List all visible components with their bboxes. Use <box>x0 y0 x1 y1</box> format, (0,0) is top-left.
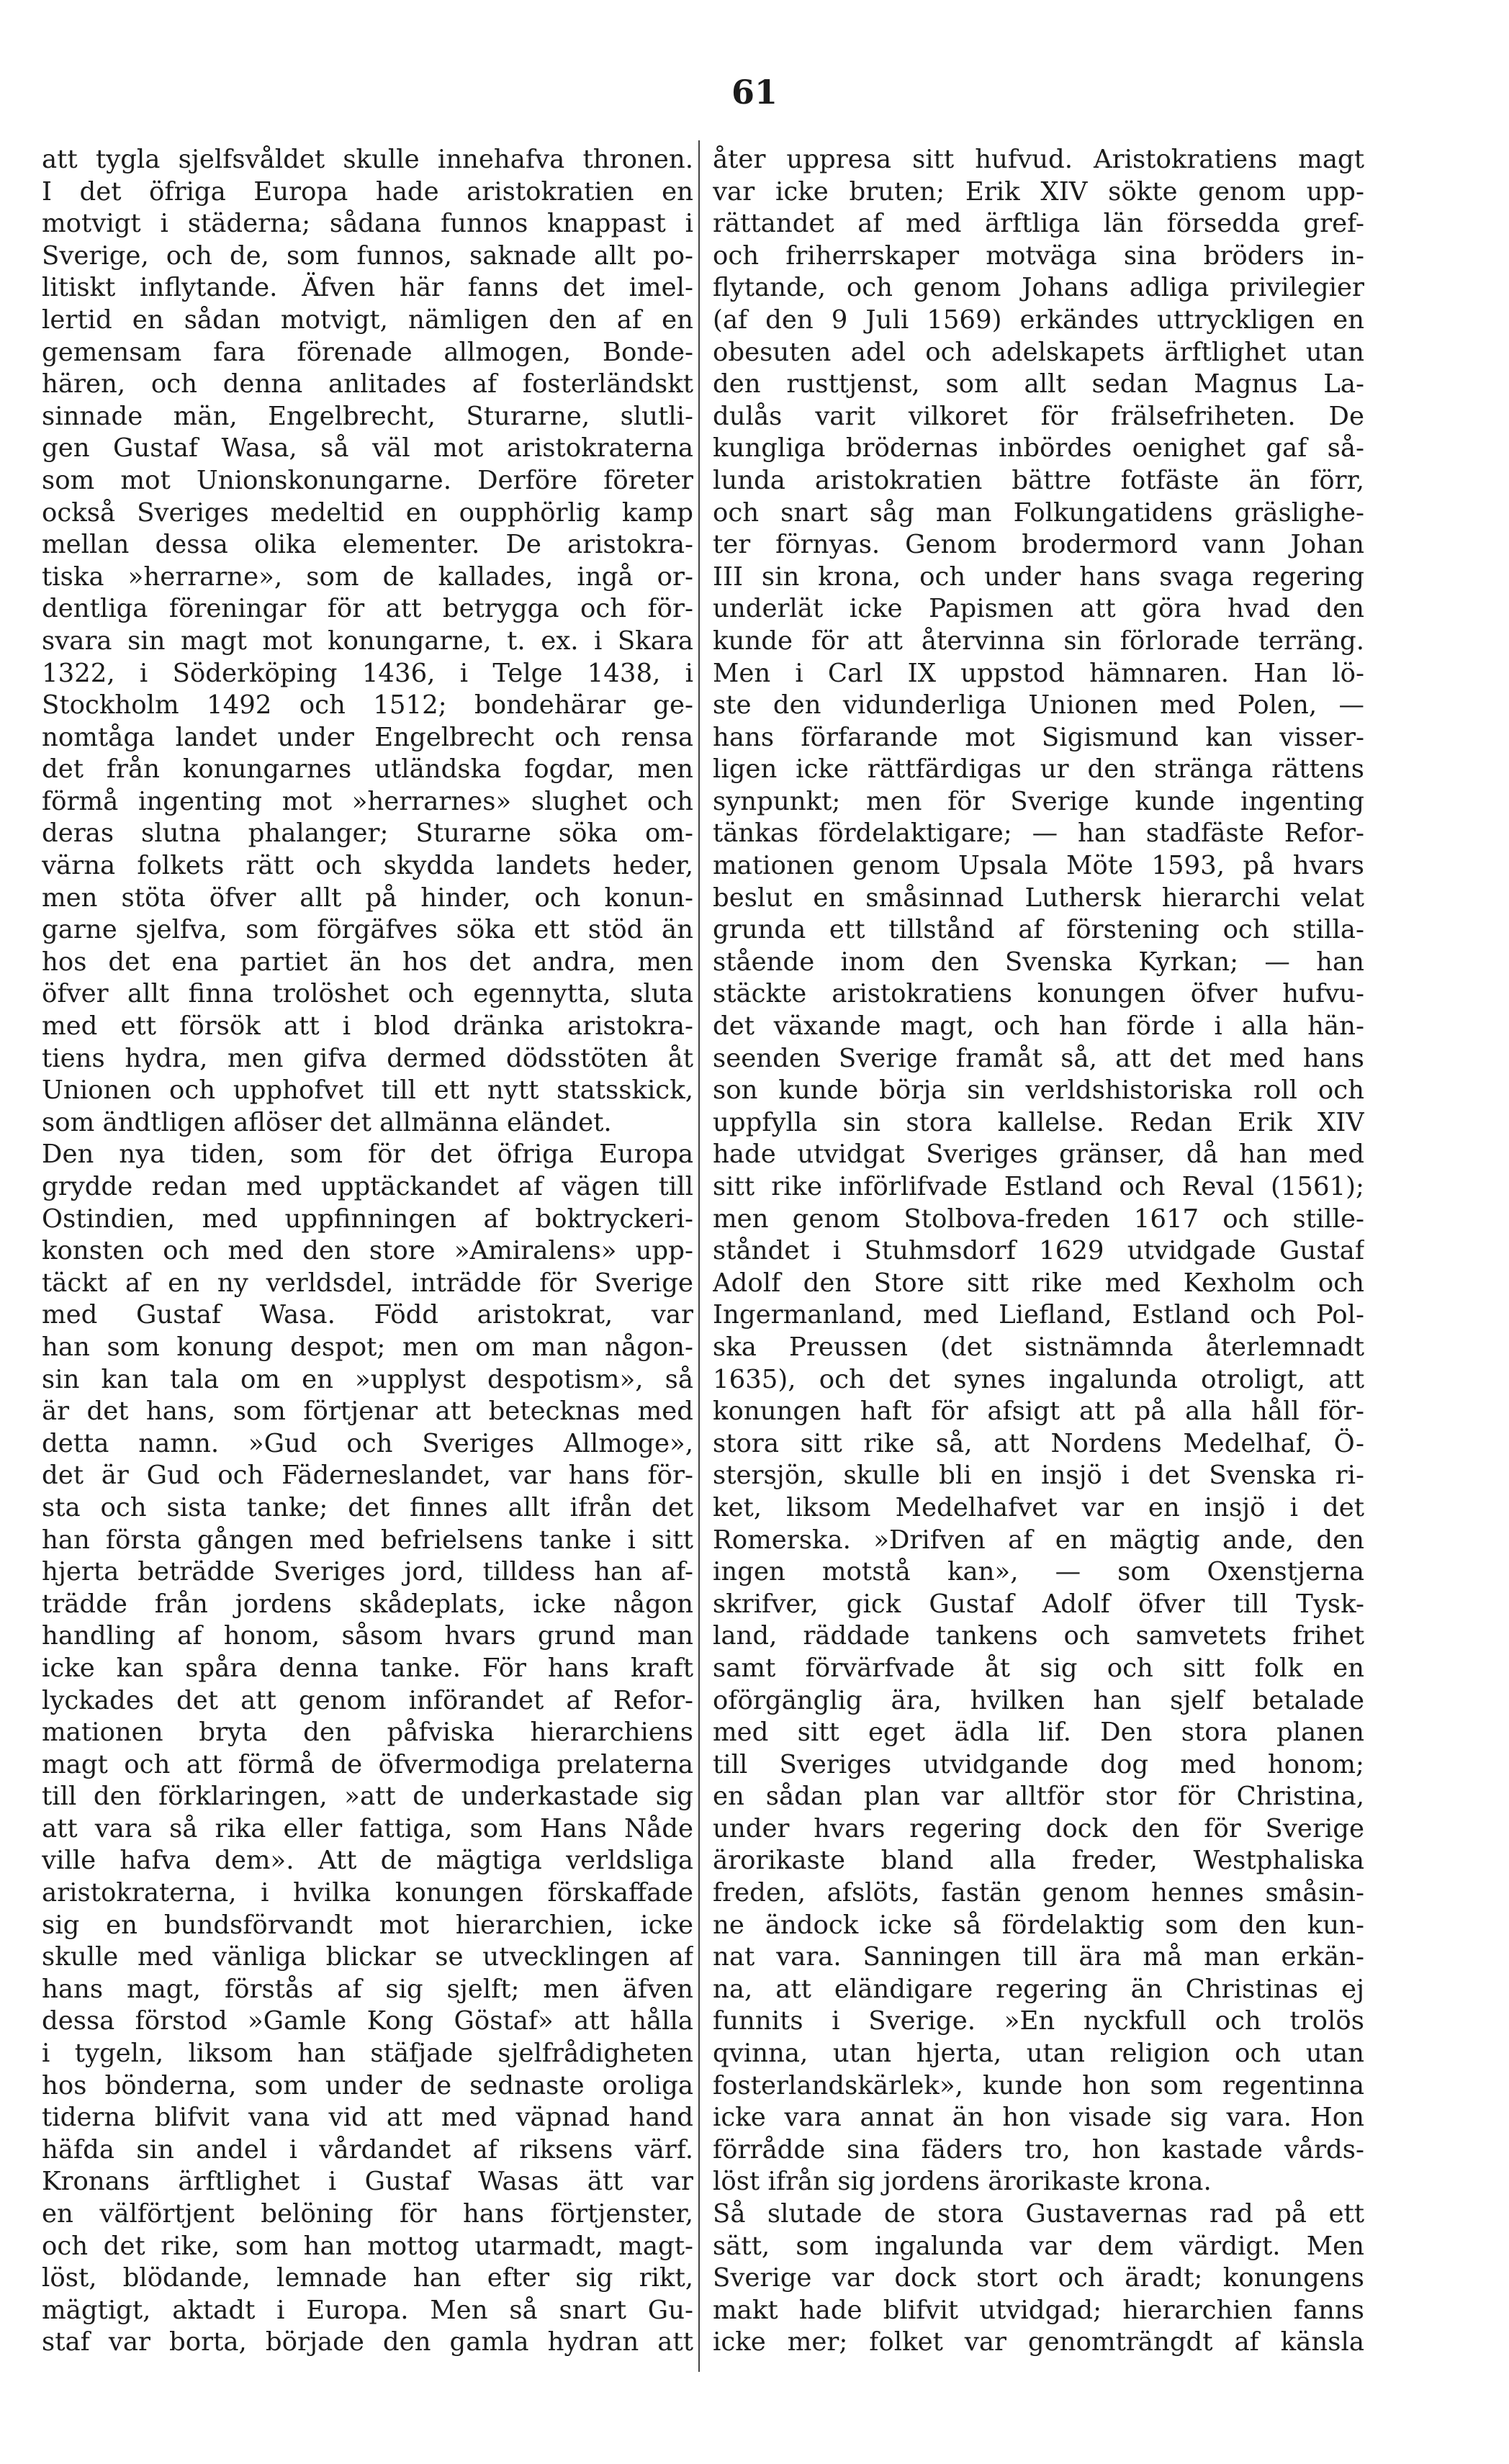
text-line: som ändtligen aflöser det allmänna eländet. <box>42 1107 612 1137</box>
text-line: 1635), och det synes ingalunda otroligt, att <box>713 1364 1364 1394</box>
text-line: åter uppresa sitt hufvud. Aristokratiens magt <box>713 145 1364 174</box>
text-line: kungliga brödernas inbördes oenighet gaf så- <box>713 433 1364 464</box>
text-line: en välförtjent belöning för hans förtjenster, <box>42 2199 693 2229</box>
text-line: ärorikaste bland alla freder, Westphaliska <box>713 1846 1364 1876</box>
text-line: tiska »herrarne», som de kallades, ingå or- <box>42 561 693 592</box>
text-line: ter förnyas. Genom brodermord vann Johan <box>713 530 1364 560</box>
text-line: skulle med vänliga blickar se utvecklingen af <box>42 1942 693 1972</box>
text-line: och friherrskaper motväga sina bröders in- <box>713 240 1364 271</box>
text-line: fosterlandskärlek», kunde hon som regentinna <box>713 2070 1364 2100</box>
text-line: ne ändock icke så fördelaktig som den kun- <box>713 1910 1364 1940</box>
text-line: också Sveriges medeltid en oupphörlig kamp <box>42 497 693 528</box>
text-line: grunda ett tillstånd af förstening och stilla- <box>713 915 1364 945</box>
text-line: underlät icke Papismen att göra hvad den <box>713 594 1364 624</box>
text-line: rättandet af med ärftliga län försedda gref- <box>713 209 1364 239</box>
text-line: (af den 9 Juli 1569) erkändes uttryckligen en <box>713 304 1364 335</box>
text-line: ville hafva dem». Att de mägtiga verldsliga <box>42 1846 693 1876</box>
text-line: konsten och med den store »Amiralens» upp- <box>42 1236 693 1266</box>
text-line: magt och att förmå de öfvermodiga prelaterna <box>42 1749 693 1779</box>
text-line: lyckades det att genom införandet af Refor- <box>42 1685 693 1715</box>
text-line: handling af honom, såsom hvars grund man <box>42 1621 693 1651</box>
text-line: obesuten adel och adelskapets ärftlighet utan <box>713 337 1364 367</box>
left-column <box>42 144 693 2359</box>
text-line: flytande, och genom Johans adliga privilegier <box>713 273 1364 303</box>
text-line: ska Preussen (det sistnämnda återlemnadt <box>713 1332 1364 1362</box>
text-line: stäckte aristokratiens konungen öfver hufvu- <box>713 979 1364 1009</box>
text-line: att vara så rika eller fattiga, som Hans Nåde <box>42 1813 693 1844</box>
text-line: förmå ingenting mot »herrarnes» slughet och <box>42 786 693 816</box>
text-line: stora sitt rike så, att Nordens Medelhaf, Ö- <box>713 1428 1364 1458</box>
page-number: 61 <box>731 73 778 112</box>
text-line: detta namn. »Gud och Sveriges Allmoge», <box>42 1428 693 1458</box>
text-line: nat vara. Sanningen till ära må man erkän- <box>713 1942 1364 1972</box>
text-line: seenden Sverige framåt så, att det med hans <box>713 1043 1364 1073</box>
text-line: dulås varit vilkoret för frälsefriheten. De <box>713 401 1364 431</box>
text-line: var icke bruten; Erik XIV sökte genom upp- <box>713 176 1364 207</box>
text-line: trädde från jordens skådeplats, icke någon <box>42 1589 693 1619</box>
text-line: hos det ena partiet än hos det andra, men <box>42 947 693 977</box>
text-line: Adolf den Store sitt rike med Kexholm och <box>713 1268 1364 1298</box>
text-line: Så slutade de stora Gustavernas rad på ett <box>713 2199 1364 2229</box>
text-line: tänkas fördelaktigare; — han stadfäste Refor- <box>713 818 1364 849</box>
text-line: hos bönderna, som under de sednaste oroliga <box>42 2070 693 2100</box>
text-line: ligen icke rättfärdigas ur den stränga rättens <box>713 754 1364 785</box>
text-line: Ostindien, med uppfinningen af boktryckeri- <box>42 1204 693 1234</box>
text-line: hans magt, förstås af sig sjelft; men äfven <box>42 1974 693 2004</box>
text-line: hjerta beträdde Sveriges jord, tilldess han af- <box>42 1557 693 1587</box>
text-line: den rusttjenst, som allt sedan Magnus La- <box>713 369 1364 400</box>
text-line: det från konungarnes utländska fogdar, men <box>42 754 693 785</box>
text-line: Unionen och upphofvet till ett nytt statsskick, <box>42 1075 693 1106</box>
text-line: under hvars regering dock den för Sverige <box>713 1813 1364 1844</box>
text-line: att tygla sjelfsvåldet skulle innehafva thronen. <box>42 145 693 174</box>
text-line: värna folkets rätt och skydda landets heder, <box>42 851 693 881</box>
text-line: synpunkt; men för Sverige kunde ingenting <box>713 786 1364 816</box>
text-line: häfda sin andel i vårdandet af riksens värf. <box>42 2134 693 2165</box>
text-line: gen Gustaf Wasa, så väl mot aristokraterna <box>42 433 693 464</box>
text-line: son kunde börja sin verldshistoriska roll och <box>713 1075 1364 1106</box>
text-line: med Gustaf Wasa. Född aristokrat, var <box>42 1300 693 1330</box>
text-line: beslut en småsinnad Luthersk hierarchi velat <box>713 883 1364 913</box>
text-line: sätt, som ingalunda var dem värdigt. Men <box>713 2231 1364 2261</box>
text-line: Kronans ärftlighet i Gustaf Wasas ätt var <box>42 2167 693 2197</box>
text-line: och det rike, som han mottog utarmadt, magt- <box>42 2231 693 2261</box>
text-line: kunde för att återvinna sin förlorade terräng. <box>713 626 1364 656</box>
text-line: na, att eländigare regering än Christinas ej <box>713 1974 1364 2004</box>
text-line: löst ifrån sig jordens ärorikaste krona. <box>713 2167 1212 2197</box>
text-line: en sådan plan var alltför stor för Christina, <box>713 1782 1364 1812</box>
text-line: som mot Unionskonungarne. Derföre företer <box>42 465 693 495</box>
text-line: ste den vidunderliga Unionen med Polen, — <box>713 690 1364 721</box>
text-line: grydde redan med upptäckandet af vägen till <box>42 1172 693 1201</box>
text-line: hären, och denna anlitades af fosterländskt <box>42 369 693 400</box>
text-line: samt förvärfvade åt sig och sitt folk en <box>713 1653 1364 1683</box>
text-line: Den nya tiden, som för det öfriga Europa <box>42 1140 693 1170</box>
text-line: sig en bundsförvandt mot hierarchien, icke <box>42 1910 693 1940</box>
text-line: oförgänglig ära, hvilken han sjelf betalade <box>713 1685 1364 1715</box>
text-line: garne sjelfva, som förgäfves söka ett stöd än <box>42 915 693 945</box>
text-line: sin kan tala om en »upplyst despotism», så <box>42 1364 693 1394</box>
text-line: det är Gud och Fäderneslandet, var hans för- <box>42 1461 693 1491</box>
text-line: icke kan spåra denna tanke. För hans kraft <box>42 1653 693 1683</box>
text-line: dessa förstod »Gamle Kong Göstaf» att hålla <box>42 2006 693 2036</box>
text-line: sitt rike införlifvade Estland och Reval (1561); <box>713 1172 1364 1201</box>
text-line: aristokraterna, i hvilka konungen förskaffade <box>42 1878 693 1908</box>
text-line: I det öfriga Europa hade aristokratien en <box>42 176 693 207</box>
text-line: Ingermanland, med Liefland, Estland och Pol- <box>713 1300 1364 1330</box>
text-line: ingen motstå kan», — som Oxenstjerna <box>713 1557 1364 1587</box>
text-line: sinnade män, Engelbrecht, Sturarne, slutli- <box>42 401 693 431</box>
text-line: konungen haft för afsigt att på alla håll för- <box>713 1396 1364 1427</box>
text-line: men genom Stolbova-freden 1617 och stille- <box>713 1204 1364 1234</box>
text-line: i tygeln, liksom han stäfjade sjelfrådigheten <box>42 2039 693 2069</box>
text-line: icke mer; folket var genomträngdt af känsla <box>713 2327 1364 2357</box>
text-line: makt hade blifvit utvidgad; hierarchien fanns <box>713 2295 1364 2325</box>
text-line: litiskt inflytande. Äfven här fanns det imel- <box>42 273 693 303</box>
text-line: lertid en sådan motvigt, nämligen den af en <box>42 304 693 335</box>
text-line: ståndet i Stuhmsdorf 1629 utvidgade Gustaf <box>713 1236 1364 1266</box>
text-line: och snart såg man Folkungatidens gräslighe- <box>713 497 1364 528</box>
text-line: Romerska. »Drifven af en mägtig ande, den <box>713 1525 1364 1555</box>
text-line: nomtåga landet under Engelbrecht och rensa <box>42 722 693 752</box>
text-line: sta och sista tanke; det finnes allt ifrån det <box>42 1492 693 1522</box>
text-line: staf var borta, började den gamla hydran att <box>42 2327 693 2357</box>
text-line: ket, liksom Medelhafvet var en insjö i det <box>713 1492 1364 1522</box>
text-line: hade utvidgat Sveriges gränser, då han med <box>713 1140 1364 1170</box>
text-line: 1322, i Söderköping 1436, i Telge 1438, i <box>42 658 693 688</box>
text-line: Sverige, och de, som funnos, saknade allt po- <box>42 240 693 271</box>
text-line: mationen genom Upsala Möte 1593, på hvars <box>713 851 1364 881</box>
text-line: gemensam fara förenade allmogen, Bonde- <box>42 337 693 367</box>
text-line: III sin krona, och under hans svaga regering <box>713 561 1364 592</box>
text-line: freden, afslöts, fastän genom hennes småsin- <box>713 1878 1364 1908</box>
text-line: med sitt eget ädla lif. Den stora planen <box>713 1718 1364 1748</box>
text-line: är det hans, som förtjenar att betecknas med <box>42 1396 693 1427</box>
text-line: förrådde sina fäders tro, hon kastade vårds- <box>713 2134 1364 2165</box>
text-line: hans förfarande mot Sigismund kan visser- <box>713 722 1364 752</box>
text-line: till den förklaringen, »att de underkastade sig <box>42 1782 693 1812</box>
text-line: skrifver, gick Gustaf Adolf öfver till Tysk- <box>713 1589 1364 1619</box>
text-line: stersjön, skulle bli en insjö i det Svenska ri- <box>713 1461 1364 1491</box>
text-line: Sverige var dock stort och äradt; konungens <box>713 2263 1364 2293</box>
text-line: deras slutna phalanger; Sturarne söka om- <box>42 818 693 849</box>
right-column <box>713 144 1364 2359</box>
text-line: han första gången med befrielsens tanke i sitt <box>42 1525 693 1555</box>
text-line: men stöta öfver allt på hinder, och konun- <box>42 883 693 913</box>
text-line: löst, blödande, lemnade han efter sig rikt, <box>42 2263 693 2293</box>
column-divider <box>698 140 700 2372</box>
text-line: land, räddade tankens och samvetets frihet <box>713 1621 1364 1651</box>
text-line: tiderna blifvit vana vid att med väpnad hand <box>42 2103 693 2133</box>
text-line: Stockholm 1492 och 1512; bondehärar ge- <box>42 690 693 721</box>
text-line: mägtigt, aktadt i Europa. Men så snart Gu- <box>42 2295 693 2325</box>
text-line: lunda aristokratien bättre fotfäste än förr, <box>713 465 1364 495</box>
text-line: till Sveriges utvidgande dog med honom; <box>713 1749 1364 1779</box>
text-line: motvigt i städerna; sådana funnos knappast i <box>42 209 693 239</box>
text-line: tiens hydra, men gifva dermed dödsstöten åt <box>42 1043 693 1073</box>
text-line: uppfylla sin stora kallelse. Redan Erik XIV <box>713 1107 1364 1137</box>
text-line: öfver allt finna trolöshet och egennytta, sluta <box>42 979 693 1009</box>
text-line: han som konung despot; men om man någon- <box>42 1332 693 1362</box>
text-line: qvinna, utan hjerta, utan religion och utan <box>713 2039 1364 2069</box>
text-line: svara sin magt mot konungarne, t. ex. i Skara <box>42 626 693 656</box>
text-line: det växande magt, och han förde i alla hän- <box>713 1011 1364 1042</box>
text-line: med ett försök att i blod dränka aristokra- <box>42 1011 693 1042</box>
text-line: mationen bryta den påfviska hierarchiens <box>42 1718 693 1748</box>
text-line: mellan dessa olika elementer. De aristokra- <box>42 530 693 560</box>
text-line: stående inom den Svenska Kyrkan; — han <box>713 947 1364 977</box>
text-line: icke vara annat än hon visade sig vara. Hon <box>713 2103 1364 2133</box>
text-line: dentliga föreningar för att betrygga och för- <box>42 594 693 624</box>
text-line: funnits i Sverige. »En nyckfull och trolös <box>713 2006 1364 2036</box>
text-line: Men i Carl IX uppstod hämnaren. Han lö- <box>713 658 1364 688</box>
text-line: täckt af en ny verldsdel, inträdde för Sverige <box>42 1268 693 1298</box>
